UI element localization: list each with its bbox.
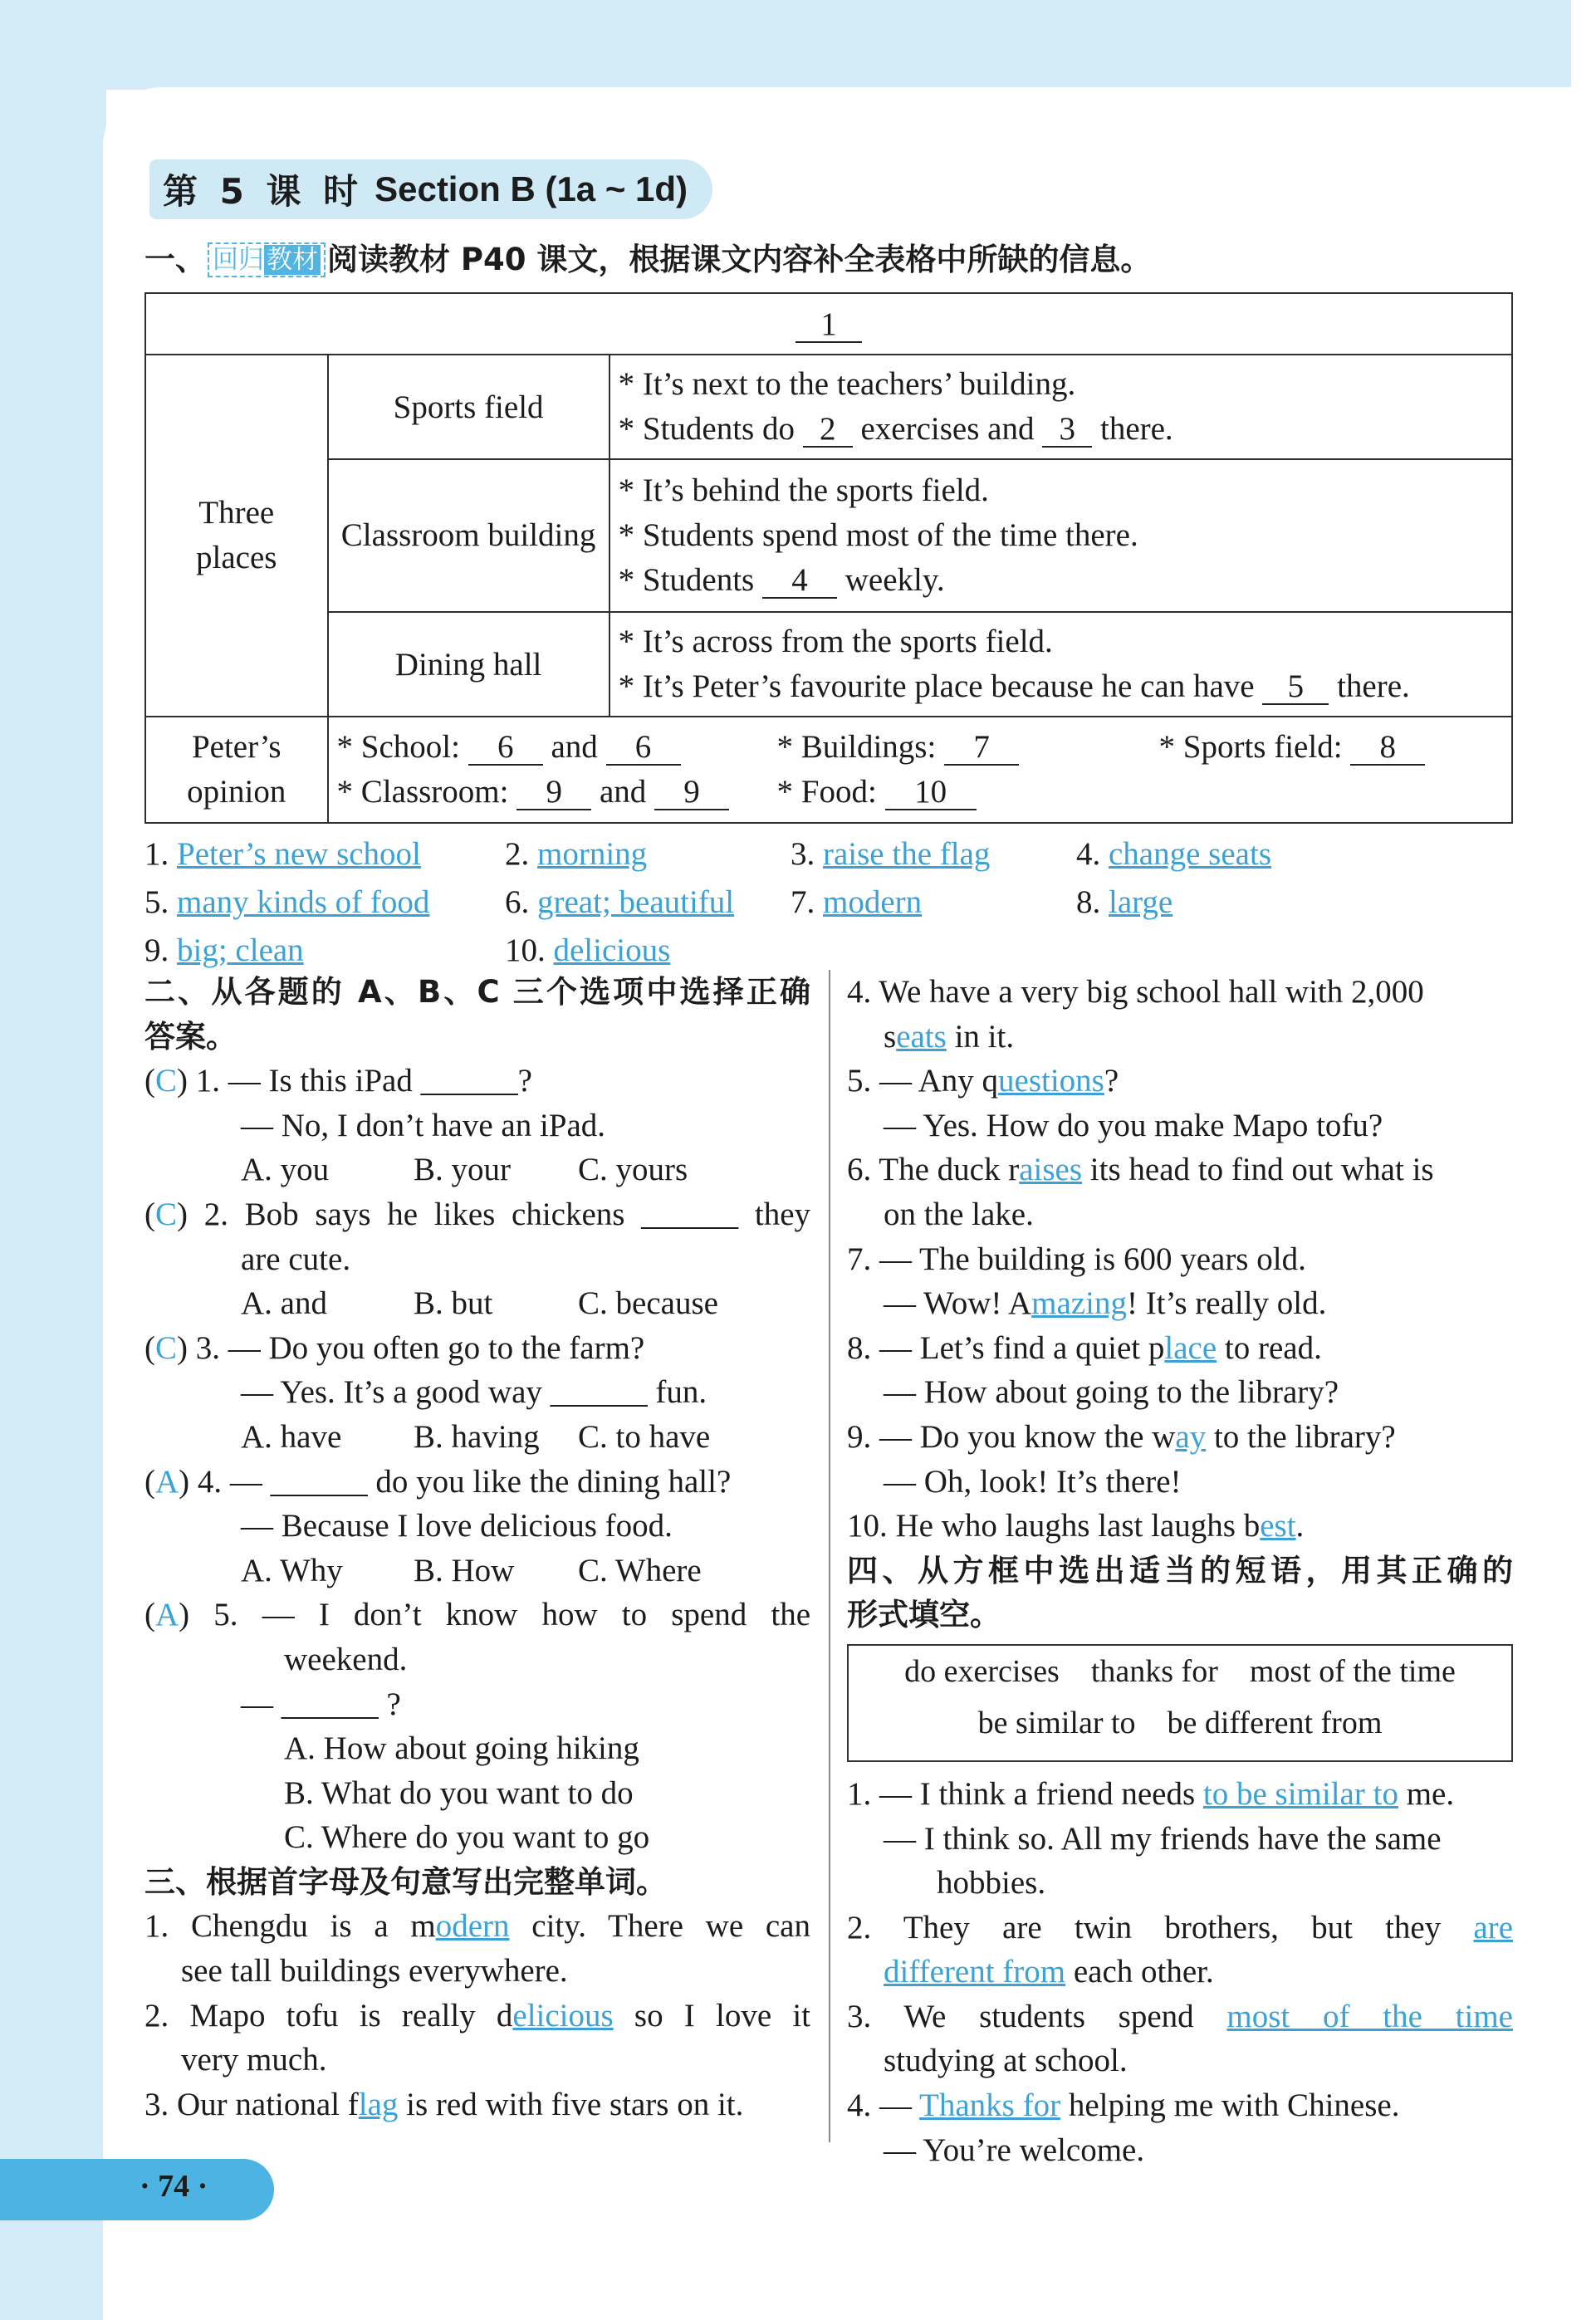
opinion-cell	[328, 717, 1512, 823]
item-text: ! It’s really old.	[1126, 1285, 1327, 1322]
item-text: —	[879, 2088, 920, 2124]
answer-item	[505, 932, 670, 969]
filled-word: lag	[358, 2086, 399, 2122]
item-text: — Do you know the w	[879, 1418, 1176, 1455]
opinion-label: Peter’s opinion	[187, 729, 286, 810]
blank-10: 10	[885, 776, 977, 810]
item-number: 4.	[847, 2088, 872, 2124]
question-text: — ______ ?	[241, 1686, 401, 1722]
answer-text: Peter’s new school	[177, 836, 421, 872]
answer-item	[1076, 883, 1173, 921]
option-a: A. and	[241, 1285, 327, 1322]
filled-word: odern	[435, 1908, 510, 1945]
answer-text: change seats	[1109, 836, 1271, 872]
part1-number: 一、	[144, 242, 206, 277]
blank-9a: 9	[516, 776, 591, 810]
answer-text: raise the flag	[823, 836, 991, 872]
item-number: 4.	[847, 974, 872, 1010]
item-number: 6.	[847, 1152, 872, 1188]
lesson-tab	[149, 159, 712, 219]
option-b: B. your	[414, 1152, 511, 1188]
answer-number: 2.	[505, 836, 530, 872]
filled-word: uestions	[998, 1063, 1104, 1099]
detail-line	[619, 558, 1503, 603]
filled-word: mazing	[1031, 1285, 1127, 1322]
blank-6b: 6	[606, 731, 681, 766]
answer-number: 9.	[144, 932, 169, 968]
blank-1: 1	[796, 308, 862, 343]
page-frame-right	[1571, 0, 1596, 2320]
option-b: B. having	[414, 1418, 540, 1455]
option-c: C. Where do you want to go	[284, 1819, 650, 1856]
question-text: — Do you often go to the farm?	[228, 1329, 645, 1366]
opinion-buildings	[777, 725, 1020, 770]
item-text	[847, 1950, 1513, 1995]
opinion-text: * Sports field:	[1158, 729, 1343, 765]
item-text: The duck r	[879, 1152, 1020, 1188]
choice-answer: C	[155, 1196, 178, 1232]
filled-phrase: most of the time	[1226, 1998, 1513, 2034]
item-number: 8.	[847, 1329, 872, 1366]
item-text	[847, 1281, 1513, 1326]
opinion-classroom	[337, 770, 729, 815]
item-text: — Any q	[879, 1063, 999, 1099]
mc-question-4: (A) 4. — ______ do you like the dining hall?	[144, 1463, 732, 1500]
filled-word: ay	[1175, 1418, 1207, 1455]
choice-answer: C	[155, 1329, 178, 1366]
detail-line: * It’s behind the sports field.	[618, 472, 989, 508]
item-text: in it.	[946, 1018, 1015, 1055]
phrase-item-4	[847, 2083, 1513, 2128]
question-text: — Is this iPad ______?	[228, 1063, 532, 1099]
item-text: s	[884, 1018, 897, 1055]
question-text: weekend.	[284, 1641, 408, 1677]
word-item-2	[144, 1994, 810, 2039]
item-text: — You’re welcome.	[884, 2132, 1145, 2168]
options-row	[144, 1148, 810, 1192]
answer-text: big; clean	[177, 932, 304, 968]
lesson-number: 第 5 课 时	[163, 171, 364, 212]
answer-text: large	[1109, 884, 1173, 920]
mc-question-5: (A) 5. — I don’t know how to spend the	[144, 1597, 811, 1633]
part1-answers	[144, 835, 1523, 980]
option-a: A. Why	[241, 1552, 343, 1588]
part2-title: 二、从各题的 A、B、C 三个选项中选择正确	[144, 974, 810, 1010]
filled-phrase: to be similar to	[1202, 1775, 1398, 1812]
dining-hall-details	[610, 612, 1512, 717]
page-number: · 74 ·	[140, 2169, 208, 2204]
opinion-text: * Buildings:	[776, 729, 937, 765]
item-text: so I love it	[613, 1997, 811, 2034]
part4-title: 四、从方框中选出适当的短语，用其正确的	[847, 1552, 1513, 1588]
mc-question-1: (C) 1. — Is this iPad ______?	[144, 1063, 532, 1099]
word-item-6	[847, 1148, 1513, 1192]
item-text: each other.	[1065, 1954, 1214, 1990]
three-places-cell	[145, 355, 328, 717]
phrase-item-1	[847, 1772, 1513, 1817]
item-text: — Let’s find a quiet p	[879, 1329, 1165, 1366]
mc-question-2: (C) 2. Bob says he likes chickens ______ they	[144, 1196, 810, 1232]
answer-item	[144, 835, 421, 873]
phrase-box	[847, 1644, 1513, 1762]
column-divider	[829, 970, 830, 2142]
item-text: — The building is 600 years old.	[879, 1241, 1306, 1277]
right-column	[847, 970, 1513, 2172]
blank-3: 3	[1042, 413, 1092, 448]
item-text: — How about going to the library?	[884, 1374, 1339, 1411]
item-text: Chengdu is a m	[191, 1908, 436, 1945]
answer-item	[791, 883, 922, 921]
place-dining-hall	[328, 612, 610, 717]
opinion-label-cell	[145, 717, 328, 823]
answer-text: morning	[537, 836, 648, 872]
blank-5: 5	[1262, 670, 1329, 705]
item-text: — I think a friend needs	[879, 1775, 1203, 1812]
phrase-box-line-1: do exercises thanks for most of the time	[904, 1653, 1456, 1689]
word-item-1	[144, 1904, 810, 1949]
detail-text: weekly.	[845, 562, 945, 598]
question-number: 5.	[213, 1597, 238, 1633]
item-text: Mapo tofu is really d	[189, 1997, 513, 2034]
item-text: He who laughs last laughs b	[895, 1508, 1261, 1544]
part1-title	[144, 237, 1151, 282]
option-b: B. but	[414, 1285, 493, 1322]
filled-phrase: different from	[884, 1954, 1066, 1990]
blank-4: 4	[762, 564, 837, 599]
answer-number: 8.	[1076, 884, 1101, 920]
blank-2: 2	[803, 413, 853, 448]
three-places-label: Three places	[196, 495, 277, 575]
question-text: — ______ do you like the dining hall?	[229, 1463, 732, 1500]
item-text: is red with five stars on it.	[398, 2086, 744, 2122]
option-c: C. yours	[578, 1152, 688, 1188]
opinion-school	[337, 725, 681, 770]
detail-text: there.	[1099, 411, 1173, 447]
classroom-details	[610, 459, 1512, 612]
blank-6a: 6	[468, 731, 543, 766]
filled-phrase: are	[1473, 1909, 1514, 1946]
word-item-8	[847, 1326, 1513, 1371]
opinion-text: and	[599, 774, 647, 810]
table-title-cell	[145, 293, 1512, 355]
item-number: 1.	[847, 1775, 872, 1812]
option-c: C. to have	[578, 1418, 711, 1455]
word-item-9	[847, 1415, 1513, 1460]
answer-number: 6.	[505, 884, 530, 920]
item-text: .	[1295, 1508, 1305, 1544]
option-c: C. because	[578, 1285, 718, 1322]
place-name: Classroom building	[340, 517, 596, 553]
left-column	[144, 970, 810, 2127]
detail-line	[619, 407, 1503, 452]
word-item-7	[847, 1237, 1513, 1282]
item-text: see tall buildings everywhere.	[181, 1953, 568, 1990]
filled-word: est	[1260, 1508, 1296, 1544]
item-text: ?	[1104, 1063, 1119, 1099]
option-a: A. How about going hiking	[284, 1730, 639, 1767]
item-text: very much.	[181, 2042, 327, 2078]
place-classroom-building	[328, 459, 610, 612]
question-text: — I don’t know how to spend the	[262, 1597, 811, 1633]
part1-instruction: 阅读教材 P40 课文，根据课文内容补全表格中所缺的信息。	[327, 242, 1152, 277]
opinion-text: and	[551, 729, 598, 765]
phrase-item-2	[847, 1906, 1513, 1950]
item-text: to read.	[1217, 1329, 1322, 1366]
lesson-header	[149, 159, 712, 219]
tag-text-b: 教材	[264, 245, 321, 275]
item-text: on the lake.	[884, 1196, 1034, 1232]
item-text: They are twin brothers, but they	[903, 1909, 1442, 1946]
part3-title: 三、根据首字母及句意写出完整单词。	[144, 1863, 667, 1900]
detail-text: exercises and	[860, 411, 1035, 447]
options-row	[144, 1281, 810, 1326]
filled-word: elicious	[512, 1997, 614, 2034]
question-text: are cute.	[241, 1241, 351, 1277]
detail-text: there.	[1337, 668, 1410, 704]
item-text: its head to find out what is	[1082, 1152, 1434, 1188]
opinion-text: * Classroom:	[336, 774, 509, 810]
item-text: Our national f	[177, 2086, 359, 2122]
answer-number: 7.	[791, 884, 815, 920]
part4-title-cont: 形式填空。	[847, 1597, 1001, 1633]
option-a: A. have	[241, 1418, 342, 1455]
opinion-text: * School:	[336, 729, 460, 765]
item-text: — I think so. All my friends have the same	[884, 1820, 1442, 1857]
answer-number: 1.	[144, 836, 169, 872]
detail-line	[619, 664, 1503, 709]
question-number: 1.	[195, 1063, 221, 1099]
choice-answer: A	[155, 1597, 179, 1633]
detail-line: * It’s across from the sports field.	[618, 624, 1053, 659]
detail-text: * Students	[618, 562, 755, 598]
part2-title-cont: 答案。	[144, 1018, 237, 1055]
tag-text-a: 回归	[213, 245, 264, 275]
options-row	[144, 1549, 810, 1593]
item-text: studying at school.	[884, 2043, 1128, 2079]
question-number: 2.	[203, 1196, 228, 1232]
phrase-item-3	[847, 1995, 1513, 2039]
detail-text: * It’s Peter’s favourite place because he can have	[618, 668, 1255, 704]
item-number: 3.	[847, 1998, 872, 2034]
item-text: helping me with Chinese.	[1060, 2088, 1400, 2124]
word-item-3	[144, 2083, 810, 2127]
answer-text: modern	[823, 884, 923, 920]
item-number: 2.	[144, 1997, 169, 2034]
item-text: We have a very big school hall with 2,000	[879, 974, 1424, 1010]
options-row	[144, 1415, 810, 1460]
question-text: — Because I love delicious food.	[241, 1508, 673, 1544]
word-item-10	[847, 1504, 1513, 1549]
answer-number: 10.	[505, 932, 546, 968]
option-b: B. How	[414, 1552, 515, 1588]
item-text: city. There we can	[509, 1908, 810, 1945]
answer-number: 5.	[144, 884, 169, 920]
item-text: We students spend	[903, 1998, 1194, 2034]
page-number-tab	[0, 2159, 274, 2220]
item-text: — Wow! A	[884, 1285, 1032, 1322]
place-name: Dining hall	[394, 646, 542, 683]
choice-answer: C	[155, 1063, 178, 1099]
option-a: A. you	[241, 1152, 330, 1188]
answer-item	[505, 835, 647, 873]
question-text: — No, I don’t have an iPad.	[241, 1107, 606, 1143]
item-number: 2.	[847, 1909, 872, 1946]
detail-line: * It’s next to the teachers’ building.	[618, 366, 1076, 402]
choice-answer: A	[155, 1463, 179, 1500]
item-number: 3.	[144, 2086, 169, 2122]
opinion-text: * Food:	[776, 774, 877, 810]
filled-phrase: Thanks for	[919, 2088, 1061, 2124]
option-b: B. What do you want to do	[284, 1774, 634, 1811]
answer-text: delicious	[553, 932, 671, 968]
item-text: — Oh, look! It’s there!	[884, 1463, 1182, 1500]
item-number: 5.	[847, 1063, 872, 1099]
answer-text: great; beautiful	[537, 884, 735, 920]
opinion-food	[777, 770, 977, 815]
item-text: hobbies.	[937, 1865, 1046, 1902]
place-sports-field	[328, 355, 610, 459]
answer-number: 4.	[1076, 836, 1101, 872]
item-text: — Yes. How do you make Mapo tofu?	[884, 1107, 1383, 1143]
sports-field-details	[610, 355, 1512, 459]
answer-item	[1076, 835, 1271, 873]
filled-word: aises	[1019, 1152, 1083, 1188]
filled-word: eats	[896, 1018, 947, 1055]
item-number: 1.	[144, 1908, 169, 1945]
filled-word: lace	[1164, 1329, 1217, 1366]
answer-item	[144, 883, 429, 921]
option-c: C. Where	[578, 1552, 702, 1588]
textbook-tag	[208, 242, 326, 277]
item-number: 10.	[847, 1508, 888, 1544]
word-item-4	[847, 970, 1513, 1015]
answer-item	[791, 835, 990, 873]
opinion-sports-field	[1159, 725, 1426, 770]
item-text: to the library?	[1206, 1418, 1396, 1455]
info-table	[144, 292, 1513, 824]
question-number: 3.	[195, 1329, 221, 1366]
answer-number: 3.	[791, 836, 815, 872]
question-text: — Yes. It’s a good way ______ fun.	[241, 1374, 707, 1411]
item-number: 7.	[847, 1241, 872, 1277]
question-number: 4.	[197, 1463, 223, 1500]
item-text	[847, 1015, 1513, 1060]
answer-item	[144, 932, 304, 969]
item-number: 9.	[847, 1418, 872, 1455]
answer-item	[505, 883, 734, 921]
place-name: Sports field	[393, 389, 544, 425]
blank-9b: 9	[654, 776, 729, 810]
detail-text: * Students do	[618, 411, 795, 447]
mc-question-3: (C) 3. — Do you often go to the farm?	[144, 1329, 645, 1366]
word-item-5	[847, 1059, 1513, 1104]
section-label: Section B (1a ~ 1d)	[375, 169, 688, 208]
detail-line: * Students spend most of the time there.	[618, 517, 1138, 553]
blank-8: 8	[1350, 731, 1425, 766]
question-text: Bob says he likes chickens ______ they	[244, 1196, 810, 1232]
answer-text: many kinds of food	[177, 884, 430, 920]
blank-7: 7	[944, 731, 1019, 766]
page-frame-top	[0, 0, 1596, 90]
phrase-box-line-2: be similar to be different from	[977, 1705, 1383, 1740]
item-text: me.	[1398, 1775, 1455, 1812]
page-frame-left	[0, 0, 106, 2320]
